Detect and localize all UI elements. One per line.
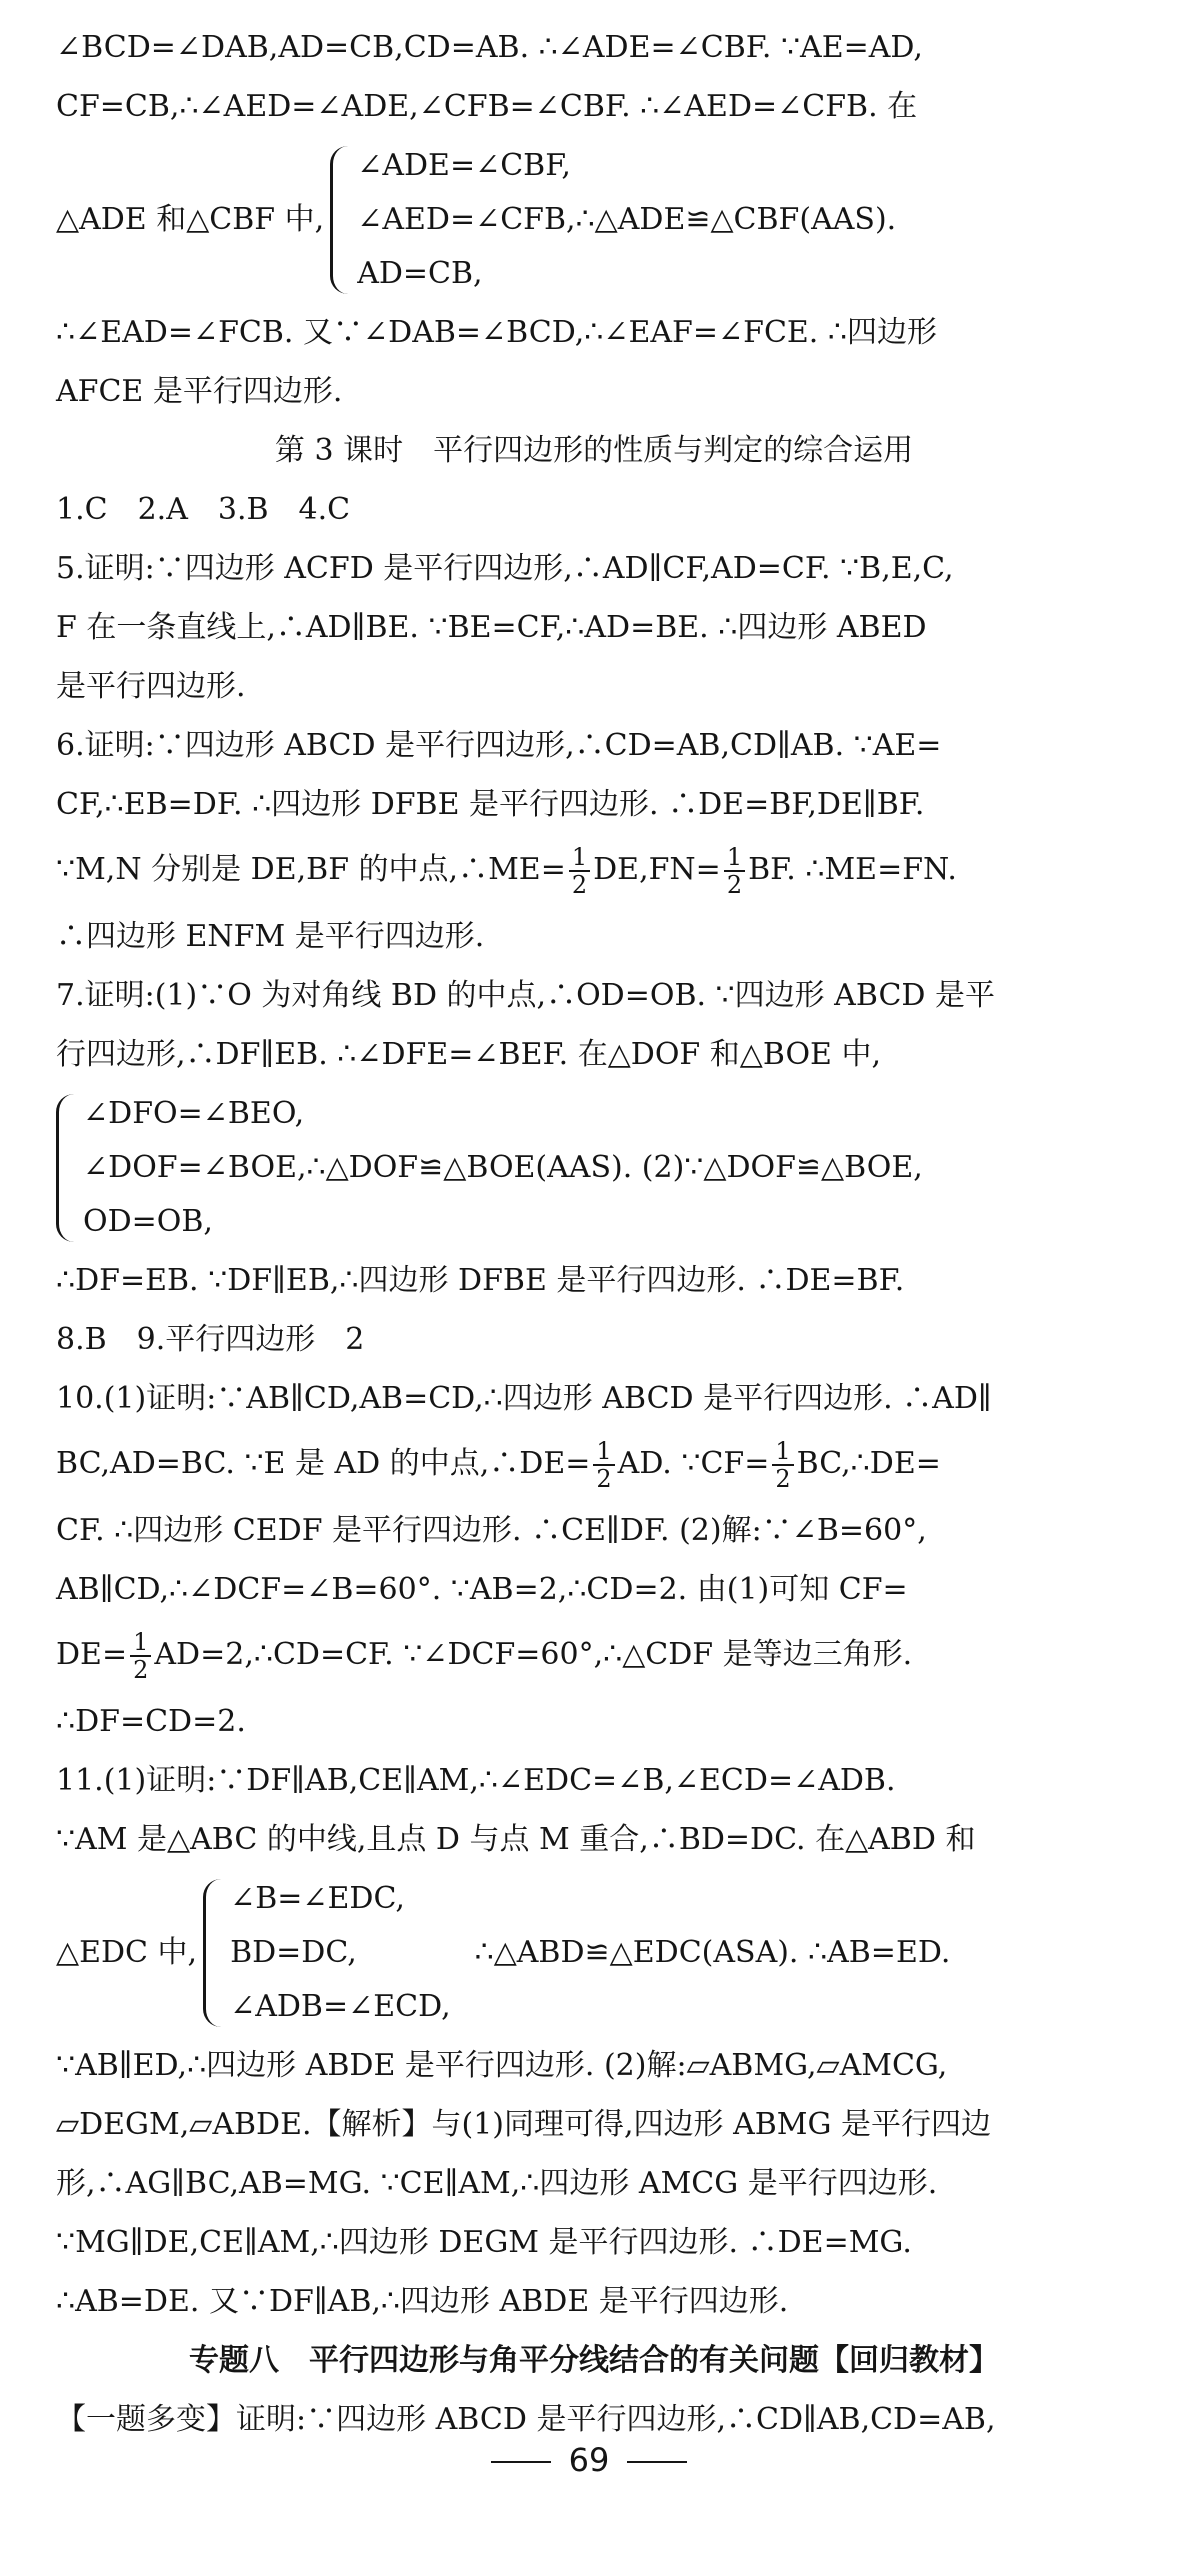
- text-line: ∠BCD=∠DAB,AD=CB,CD=AB. ∴∠ADE=∠CBF. ∵AE=AD,: [56, 30, 923, 65]
- text-line: 8.B 9.平行四边形 2: [56, 1322, 365, 1357]
- system-row: ∠DOF=∠BOE,∴△DOF≌△BOE(AAS). (2)∵△DOF≌△BOE,: [83, 1150, 923, 1185]
- system-row: ∠ADB=∠ECD,: [230, 1989, 451, 2024]
- text-line: AFCE 是平行四边形.: [56, 374, 343, 409]
- text-line: CF=CB,∴∠AED=∠ADE,∠CFB=∠CBF. ∴∠AED=∠CFB. 在: [56, 89, 918, 124]
- fraction-denominator: 2: [726, 871, 743, 899]
- system-rows: [83, 1094, 923, 1242]
- equation-system: [56, 1879, 1132, 2027]
- page-footer: [0, 2440, 1178, 2480]
- text-line: ∵AB∥ED,∴四边形 ABDE 是平行四边形. (2)解:▱ABMG,▱AMCG,: [56, 2048, 948, 2083]
- fraction-numerator: 1: [130, 1629, 151, 1657]
- system-conclusion: ∴△ABD≌△EDC(ASA). ∴AB=ED.: [474, 1935, 951, 1970]
- page-number: 69: [568, 2441, 610, 2479]
- text-line: ∴DF=CD=2.: [56, 1704, 246, 1739]
- text-line: 5.证明:∵四边形 ACFD 是平行四边形,∴AD∥CF,AD=CF. ∵B,E,C,: [56, 551, 954, 586]
- system-row: ∠AED=∠CFB,∴△ADE≌△CBF(AAS).: [357, 202, 897, 237]
- fraction: [772, 1438, 793, 1492]
- system-prefix: △ADE 和△CBF 中,: [56, 202, 325, 237]
- text-line: 11.(1)证明:∵DF∥AB,CE∥AM,∴∠EDC=∠B,∠ECD=∠ADB.: [56, 1763, 896, 1798]
- footer-dash-right: [627, 2461, 687, 2463]
- left-brace-icon: [203, 1879, 222, 2027]
- text-line: ∴AB=DE. 又∵DF∥AB,∴四边形 ABDE 是平行四边形.: [56, 2284, 789, 2319]
- text-line: CF,∴EB=DF. ∴四边形 DFBE 是平行四边形. ∴DE=BF,DE∥BF.: [56, 787, 925, 822]
- system-row: ∠DFO=∠BEO,: [83, 1096, 305, 1131]
- text-line: ∴∠EAD=∠FCB. 又∵∠DAB=∠BCD,∴∠EAF=∠FCE. ∴四边形: [56, 315, 937, 350]
- text-line: 行四边形,∴DF∥EB. ∴∠DFE=∠BEF. 在△DOF 和△BOE 中,: [56, 1037, 882, 1072]
- text-line: 1.C 2.A 3.B 4.C: [56, 492, 351, 527]
- system-row: BD=DC,: [230, 1935, 357, 1970]
- text-segment: BC,AD=BC. ∵E 是 AD 的中点,∴DE=: [56, 1446, 591, 1481]
- text-segment: AD=2,∴CD=CF. ∵∠DCF=60°,∴△CDF 是等边三角形.: [154, 1637, 913, 1672]
- text-line: 形,∴AG∥BC,AB=MG. ∵CE∥AM,∴四边形 AMCG 是平行四边形.: [56, 2166, 938, 2201]
- system-rows: [357, 146, 896, 294]
- text-line: AB∥CD,∴∠DCF=∠B=60°. ∵AB=2,∴CD=2. 由(1)可知 CF=: [56, 1572, 908, 1607]
- system-rows: [230, 1879, 451, 2027]
- text-segment: ∵M,N 分别是 DE,BF 的中点,∴ME=: [56, 852, 566, 887]
- fraction-denominator: 2: [596, 1465, 612, 1493]
- fraction: [593, 1438, 614, 1492]
- text-line: CF. ∴四边形 CEDF 是平行四边形. ∴CE∥DF. (2)解:∵∠B=60°,: [56, 1513, 927, 1548]
- text-line: F 在一条直线上,∴AD∥BE. ∵BE=CF,∴AD=BE. ∴四边形 ABED: [56, 610, 927, 645]
- fraction-denominator: 2: [133, 1656, 149, 1684]
- text-line: 10.(1)证明:∵AB∥CD,AB=CD,∴四边形 ABCD 是平行四边形. ∴AD∥: [56, 1381, 992, 1416]
- fraction-numerator: 1: [724, 844, 745, 872]
- text-segment: DE=: [56, 1637, 128, 1672]
- text-line: ∴DF=EB. ∵DF∥EB,∴四边形 DFBE 是平行四边形. ∴DE=BF.: [56, 1263, 905, 1298]
- left-brace-icon: [330, 146, 349, 294]
- system-row: ∠B=∠EDC,: [230, 1881, 405, 1916]
- fraction: [569, 844, 590, 898]
- footer-dash-left: [491, 2461, 551, 2463]
- text-segment: AD. ∵CF=: [617, 1446, 770, 1481]
- text-line: ∴四边形 ENFM 是平行四边形.: [56, 919, 485, 954]
- system-row: AD=CB,: [357, 256, 483, 291]
- system-row: ∠ADE=∠CBF,: [357, 148, 571, 183]
- left-brace-icon: [56, 1094, 75, 1242]
- text-line-with-fraction: [56, 844, 1132, 898]
- topic-heading: 专题八 平行四边形与角平分线结合的有关问题【回归教材】: [189, 2343, 999, 2378]
- text-line: 7.证明:(1)∵O 为对角线 BD 的中点,∴OD=OB. ∵四边形 ABCD 是平: [56, 978, 995, 1013]
- text-line: 【一题多变】证明:∵四边形 ABCD 是平行四边形,∴CD∥AB,CD=AB,: [56, 2402, 996, 2437]
- fraction: [130, 1629, 151, 1683]
- fraction-denominator: 2: [775, 1465, 791, 1493]
- fraction-numerator: 1: [569, 844, 590, 872]
- text-line-with-fraction: [56, 1629, 1132, 1683]
- fraction-numerator: 1: [593, 1438, 614, 1466]
- text-line: 6.证明:∵四边形 ABCD 是平行四边形,∴CD=AB,CD∥AB. ∵AE=: [56, 728, 942, 763]
- text-segment: DE,FN=: [593, 852, 721, 887]
- text-line: ∵AM 是△ABC 的中线,且点 D 与点 M 重合,∴BD=DC. 在△ABD 和: [56, 1822, 976, 1857]
- fraction-numerator: 1: [772, 1438, 793, 1466]
- text-segment: BF. ∴ME=FN.: [748, 852, 957, 887]
- fraction: [724, 844, 745, 898]
- text-line: ∵MG∥DE,CE∥AM,∴四边形 DEGM 是平行四边形. ∴DE=MG.: [56, 2225, 912, 2260]
- system-row: OD=OB,: [83, 1204, 213, 1239]
- text-segment: BC,∴DE=: [796, 1446, 941, 1481]
- section-heading: 第 3 课时 平行四边形的性质与判定的综合运用: [274, 433, 914, 468]
- equation-system: [56, 1094, 1132, 1242]
- text-line: 是平行四边形.: [56, 669, 246, 704]
- text-line-with-fraction: [56, 1438, 1132, 1492]
- fraction-denominator: 2: [571, 871, 588, 899]
- text-line: ▱DEGM,▱ABDE.【解析】与(1)同理可得,四边形 ABMG 是平行四边: [56, 2107, 992, 2142]
- system-prefix: △EDC 中,: [56, 1935, 198, 1970]
- equation-system: [56, 146, 1132, 294]
